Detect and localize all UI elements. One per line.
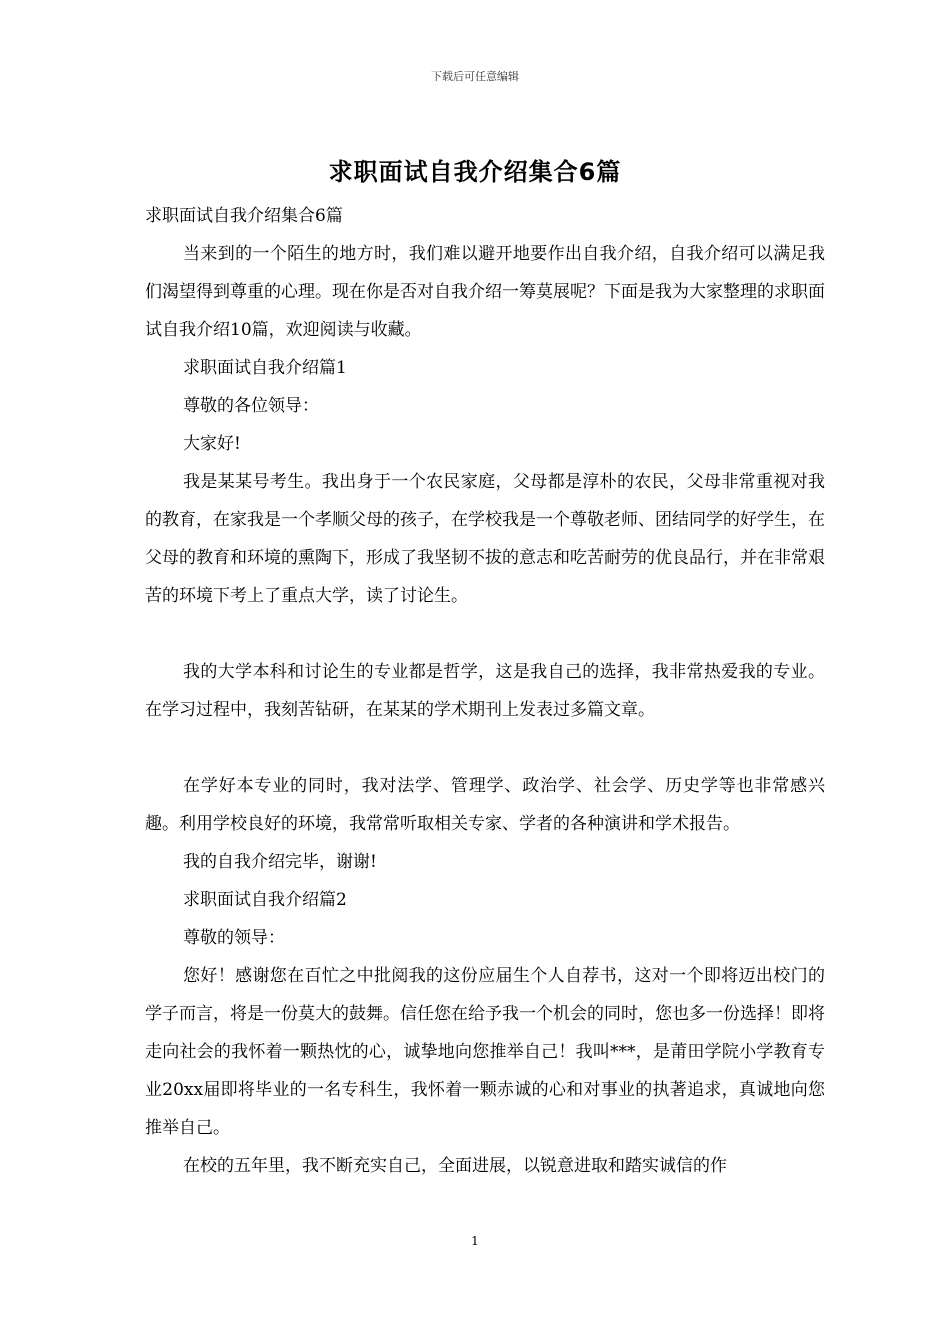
salutation: 尊敬的各位领导： [183,396,319,416]
body-paragraph: 我是某某号考生。我出身于一个农民家庭，父母都是淳朴的农民，父母非常重视对我的教育，在家我是一个孝顺父母的孩子，在学校我是一个尊敬老师、团结同学的好学生，在父母的教育和环境的熏陶下，形成了我坚韧不拔的意志和吃苦耐劳的优良品行，并在非常艰苦的环境下考上了重点大学，读了讨论生。 [145,472,825,606]
body-paragraph: 在校的五年里，我不断充实自己，全面进展，以锐意进取和踏实诚信的作 [183,1156,727,1176]
section-heading-1: 求职面试自我介绍篇1 [183,358,347,378]
body-paragraph: 在学好本专业的同时，我对法学、管理学、政治学、社会学、历史学等也非常感兴趣。利用学校良好的环境，我常常听取相关专家、学者的各种演讲和学术报告。 [145,776,825,834]
paragraph-gap [145,729,825,767]
salutation: 尊敬的领导： [183,928,285,948]
closing-line: 我的自我介绍完毕，谢谢! [183,852,377,872]
greeting: 大家好! [183,434,241,454]
document-subtitle: 求职面试自我介绍集合6篇 [145,206,343,226]
page-header-note: 下载后可任意编辑 [431,70,519,83]
body-paragraph: 我的大学本科和讨论生的专业都是哲学，这是我自己的选择，我非常热爱我的专业。在学习过程中，我刻苦钻研，在某某的学术期刊上发表过多篇文章。 [145,662,825,720]
document-title: 求职面试自我介绍集合6篇 [328,158,622,186]
document-body [145,197,825,1185]
page-number: 1 [471,1234,479,1248]
paragraph-gap [145,615,825,653]
intro-paragraph: 当来到的一个陌生的地方时，我们难以避开地要作出自我介绍，自我介绍可以满足我们渴望得到尊重的心理。现在你是否对自我介绍一筹莫展呢？下面是我为大家整理的求职面试自我介绍10篇，欢迎阅读与收藏。 [145,244,825,340]
section-heading-2: 求职面试自我介绍篇2 [183,890,347,910]
body-paragraph: 您好！感谢您在百忙之中批阅我的这份应届生个人自荐书，这对一个即将迈出校门的学子而言，将是一份莫大的鼓舞。信任您在给予我一个机会的同时，您也多一份选择！即将走向社会的我怀着一颗热忱的心，诚挚地向您推举自己！我叫***，是莆田学院小学教育专业20xx届即将毕业的一名专科生，我怀着一颗赤诚的心和对事业的执著追求，真诚地向您推举自己。 [145,966,825,1138]
